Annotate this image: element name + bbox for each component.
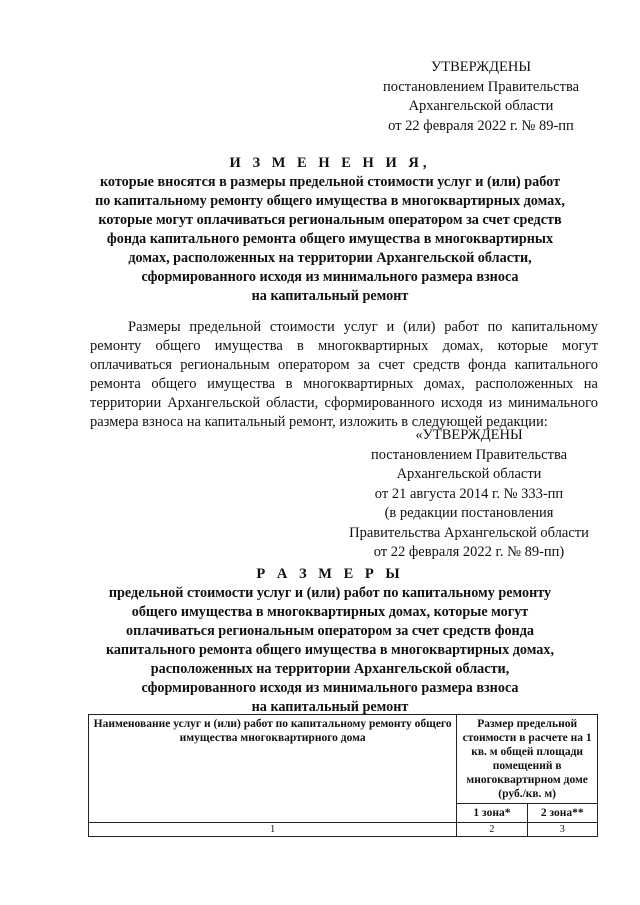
price-header-cell: Размер предельной стоимости в расчете на 1 кв. м общей площади помещений в многоквартирном доме (руб./кв. м)	[457, 715, 598, 804]
column-number-cell: 2	[457, 823, 527, 837]
sizes-title-line: общего имущества в многоквартирных домах, которые могут	[131, 604, 529, 620]
zone1-header-cell: 1 зона*	[457, 804, 527, 823]
approval-line: Архангельской области	[408, 98, 554, 114]
column-number-cell: 3	[527, 823, 597, 837]
services-header-cell: Наименование услуг и (или) работ по капитальному ремонту общего имущества многоквартирного дома	[89, 715, 457, 823]
approval-quote-line: от 22 февраля 2022 г. № 89-пп)	[373, 544, 565, 560]
changes-title	[60, 154, 600, 306]
approval-quote-line: (в редакции постановления	[384, 505, 554, 521]
approval-line: УТВЕРЖДЕНЫ	[430, 59, 532, 75]
sizes-title-line: сформированного исходя из минимального размера взноса	[141, 680, 519, 696]
sizes-title	[60, 565, 600, 717]
approval-quote-line: Архангельской области	[396, 466, 542, 482]
sizes-title-line: капитального ремонта общего имущества в многоквартирных домах,	[105, 642, 555, 658]
approval-quote-line: Правительства Архангельской области	[349, 524, 589, 541]
changes-title-line: на капитальный ремонт	[251, 288, 409, 304]
changes-title-line: которые вносятся в размеры предельной стоимости услуг и (или) работ	[99, 174, 561, 190]
price-table	[88, 714, 598, 837]
approval-quote-line: «УТВЕРЖДЕНЫ	[415, 427, 523, 443]
changes-title-line: домах, расположенных на территории Архангельской области,	[128, 250, 532, 266]
approval-quote-line: от 21 августа 2014 г. № 333-пп	[374, 485, 564, 502]
body-paragraph: Размеры предельной стоимости услуг и (или) работ по капитальному ремонту общего имущества в многоквартирных домах, которые могут оплачиваться региональным оператором за счет средств фонда капитального ремонта общего имущества в многоквартирных домах, расположенных на территории Архангельской области, сформированного исходя из минимального размера взноса на капитальный ремонт, изложить в следующей редакции:	[90, 319, 598, 430]
approval-line: от 22 февраля 2022 г. № 89-пп	[388, 117, 574, 134]
zone2-header-cell: 2 зона**	[527, 804, 597, 823]
table-number-row	[89, 823, 598, 837]
changes-title-line: которые могут оплачиваться региональным оператором за счет средств	[98, 212, 562, 228]
sizes-title-line: оплачиваться региональным оператором за счет средств фонда	[126, 623, 534, 639]
approval-header	[372, 58, 590, 136]
sizes-title-line: на капитальный ремонт	[251, 699, 409, 715]
changes-title-line: по капитальному ремонту общего имущества в многоквартирных домах,	[95, 193, 565, 209]
sizes-title-line: предельной стоимости услуг и (или) работ по капитальному ремонту	[108, 585, 552, 601]
sizes-title-line: расположенных на территории Архангельской области,	[150, 661, 510, 677]
approval-line: постановлением Правительства	[382, 78, 580, 95]
table-header-row	[89, 715, 598, 804]
approval-quote-line: постановлением Правительства	[370, 446, 568, 463]
changes-title-line: фонда капитального ремонта общего имущества в многоквартирных	[106, 231, 554, 247]
changes-heading: И З М Е Н Е Н И Я,	[229, 155, 431, 171]
column-number-cell: 1	[89, 823, 457, 837]
sizes-heading: Р А З М Е Р Ы	[256, 566, 404, 582]
changes-title-line: сформированного исходя из минимального размера взноса	[141, 269, 519, 285]
approval-quote	[340, 426, 598, 563]
